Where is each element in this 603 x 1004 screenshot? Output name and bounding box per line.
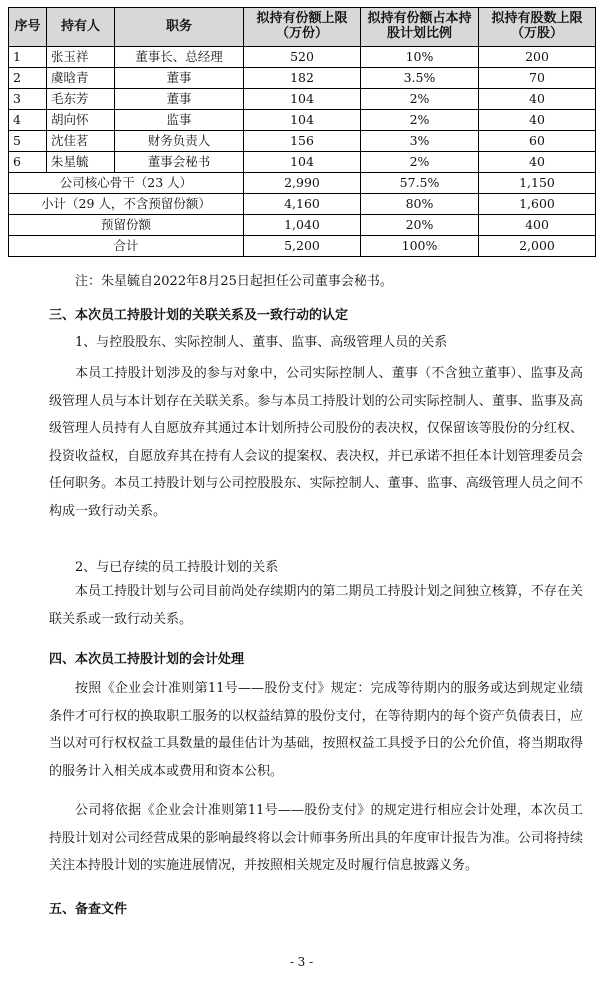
header-position: 职务	[115, 8, 244, 47]
table-header-row	[9, 8, 596, 47]
section5-heading: 五、备查文件	[49, 902, 128, 917]
cell-max-shares: 40	[479, 110, 596, 131]
cell-holder: 胡向怀	[47, 110, 115, 131]
cell-holder: 朱星毓	[47, 152, 115, 173]
cell-ratio: 80%	[361, 194, 479, 215]
table-row	[9, 152, 596, 173]
cell-ratio: 2%	[361, 152, 479, 173]
cell-max-shares: 400	[479, 215, 596, 236]
summary-label: 预留份额	[9, 215, 244, 236]
cell-max-units: 5,200	[244, 236, 361, 257]
cell-max-shares: 1,600	[479, 194, 596, 215]
section3-paragraph-2: 本员工持股计划与公司目前尚处存续期内的第二期员工持股计划之间独立核算，不存在关联关系或一致行动关系。	[49, 584, 583, 627]
header-max-units: 拟持有份额上限（万份）	[244, 8, 361, 47]
cell-ratio: 3.5%	[361, 68, 479, 89]
cell-max-shares: 70	[479, 68, 596, 89]
cell-holder: 虞晗青	[47, 68, 115, 89]
cell-max-units: 520	[244, 47, 361, 68]
cell-no: 6	[9, 152, 47, 173]
cell-max-units: 156	[244, 131, 361, 152]
summary-row-core-staff	[9, 173, 596, 194]
summary-row-total	[9, 236, 596, 257]
table-row	[9, 131, 596, 152]
page-number: - 3 -	[289, 955, 314, 969]
cell-ratio: 3%	[361, 131, 479, 152]
section4-paragraph-2: 公司将依据《企业会计准则第11号——股份支付》的规定进行相应会计处理，本次员工持股计划对公司经营成果的影响最终将以会计师事务所出具的年度审计报告为准。公司将持续关注本持股计划的实施进展情况，并按照相关规定及时履行信息披露义务。	[49, 803, 583, 873]
cell-holder: 沈佳茗	[47, 131, 115, 152]
header-holder: 持有人	[47, 8, 115, 47]
cell-position: 董事	[115, 89, 244, 110]
cell-no: 1	[9, 47, 47, 68]
cell-holder: 张玉祥	[47, 47, 115, 68]
section4-heading: 四、本次员工持股计划的会计处理	[49, 652, 245, 667]
cell-max-units: 182	[244, 68, 361, 89]
cell-max-shares: 200	[479, 47, 596, 68]
cell-max-shares: 1,150	[479, 173, 596, 194]
section3-heading: 三、本次员工持股计划的关联关系及一致行动的认定	[49, 308, 349, 323]
section3-subheading-1: 1、与控股股东、实际控制人、董事、监事、高级管理人员的关系	[75, 335, 448, 350]
cell-ratio: 2%	[361, 110, 479, 131]
cell-max-shares: 60	[479, 131, 596, 152]
cell-position: 监事	[115, 110, 244, 131]
cell-max-units: 104	[244, 110, 361, 131]
section3-paragraph-1: 本员工持股计划涉及的参与对象中，公司实际控制人、董事（不含独立董事）、监事及高级管理人员与本计划存在关联关系。参与本员工持股计划的公司实际控制人、董事、监事及高级管理人员持有人自愿放弃其通过本计划所持公司股份的表决权，仅保留该等股份的分红权、投资收益权，自愿放弃其在持有人会议的提案权、表决权，并已承诺不担任本计划管理委员会任何职务。本员工持股计划与公司控股股东、实际控制人、董事、监事、高级管理人员之间不构成一致行动关系。	[49, 366, 583, 519]
cell-position: 董事	[115, 68, 244, 89]
cell-max-shares: 40	[479, 152, 596, 173]
header-max-shares: 拟持有股数上限（万股）	[479, 8, 596, 47]
summary-label: 合计	[9, 236, 244, 257]
cell-no: 3	[9, 89, 47, 110]
cell-max-units: 4,160	[244, 194, 361, 215]
cell-ratio: 20%	[361, 215, 479, 236]
cell-max-units: 2,990	[244, 173, 361, 194]
table-note: 注：朱星毓自2022年8月25日起担任公司董事会秘书。	[75, 274, 393, 289]
summary-label: 公司核心骨干（23 人）	[9, 173, 244, 194]
cell-position: 董事长、总经理	[115, 47, 244, 68]
cell-max-shares: 2,000	[479, 236, 596, 257]
cell-ratio: 10%	[361, 47, 479, 68]
cell-position: 财务负责人	[115, 131, 244, 152]
cell-ratio: 57.5%	[361, 173, 479, 194]
header-ratio: 拟持有份额占本持股计划比例	[361, 8, 479, 47]
header-no: 序号	[9, 8, 47, 47]
holders-table	[8, 7, 596, 257]
section4-paragraph-1: 按照《企业会计准则第11号——股份支付》规定：完成等待期内的服务或达到规定业绩条件才可行权的换取职工服务的以权益结算的股份支付，在等待期内的每个资产负债表日，应当以对可行权权益工具数量的最佳估计为基础，按照权益工具授予日的公允价值，将当期取得的服务计入相关成本或费用和资本公积。	[49, 681, 583, 779]
table-row	[9, 47, 596, 68]
cell-max-units: 1,040	[244, 215, 361, 236]
section3-subheading-2: 2、与已存续的员工持股计划的关系	[75, 560, 279, 575]
cell-ratio: 100%	[361, 236, 479, 257]
cell-position: 董事会秘书	[115, 152, 244, 173]
cell-ratio: 2%	[361, 89, 479, 110]
cell-max-shares: 40	[479, 89, 596, 110]
summary-label: 小计（29 人，不含预留份额）	[9, 194, 244, 215]
table-row	[9, 110, 596, 131]
cell-no: 4	[9, 110, 47, 131]
summary-row-reserved	[9, 215, 596, 236]
table-row	[9, 68, 596, 89]
cell-max-units: 104	[244, 152, 361, 173]
table-row	[9, 89, 596, 110]
cell-holder: 毛东芳	[47, 89, 115, 110]
cell-max-units: 104	[244, 89, 361, 110]
cell-no: 2	[9, 68, 47, 89]
summary-row-subtotal	[9, 194, 596, 215]
cell-no: 5	[9, 131, 47, 152]
